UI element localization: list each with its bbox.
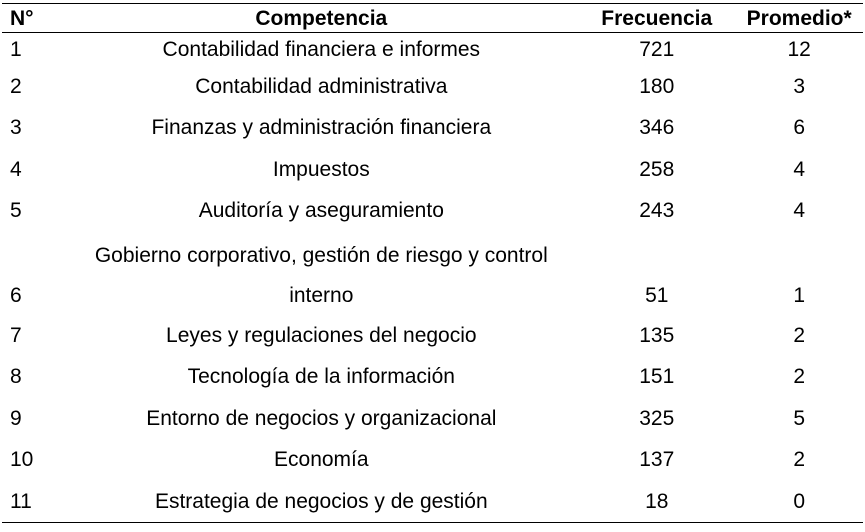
cell-frecuencia: 258 <box>639 157 675 181</box>
cell-promedio: 6 <box>793 116 806 140</box>
cell-num: 8 <box>10 365 22 389</box>
cell-competencia-line1: Gobierno corporativo, gestión de riesgo y control <box>94 243 548 267</box>
table-row <box>2 481 863 523</box>
cell-frecuencia: 18 <box>645 489 669 513</box>
competency-table <box>2 3 863 523</box>
cell-frecuencia: 180 <box>639 74 675 98</box>
cell-promedio: 4 <box>793 157 806 181</box>
cell-competencia: Finanzas y administración financiera <box>151 116 492 140</box>
cell-competencia: Contabilidad administrativa <box>195 74 448 98</box>
table-row <box>2 439 863 481</box>
cell-competencia: Impuestos <box>272 157 370 181</box>
cell-num: 7 <box>10 323 22 347</box>
cell-promedio: 2 <box>793 448 806 472</box>
cell-competencia: Tecnología de la información <box>187 365 455 389</box>
table-row <box>2 232 863 315</box>
cell-frecuencia: 137 <box>639 448 675 472</box>
cell-num: 10 <box>10 448 34 472</box>
cell-frecuencia: 135 <box>639 323 675 347</box>
table-row <box>2 33 863 66</box>
table-header-row <box>2 4 863 33</box>
cell-frecuencia: 51 <box>645 283 669 307</box>
cell-num: 1 <box>10 37 22 61</box>
cell-competencia: Entorno de negocios y organizacional <box>146 406 497 430</box>
cell-num: 11 <box>10 489 32 513</box>
cell-frecuencia: 346 <box>639 116 675 140</box>
cell-frecuencia: 243 <box>639 199 675 223</box>
cell-frecuencia: 151 <box>639 365 675 389</box>
cell-competencia-line2: interno <box>289 283 354 307</box>
cell-competencia <box>64 232 578 315</box>
cell-frecuencia: 721 <box>639 37 675 61</box>
cell-num: 2 <box>10 74 22 98</box>
cell-num: 5 <box>10 199 22 223</box>
cell-promedio: 4 <box>793 199 806 223</box>
table-row <box>2 66 863 108</box>
cell-num: 3 <box>10 116 22 140</box>
cell-frecuencia: 325 <box>639 406 675 430</box>
cell-num: 4 <box>10 157 22 181</box>
header-num: N° <box>10 6 34 30</box>
cell-competencia: Estrategia de negocios y de gestión <box>154 489 488 513</box>
header-frecuencia: Frecuencia <box>601 6 713 30</box>
cell-promedio: 3 <box>793 74 806 98</box>
table-row <box>2 315 863 357</box>
cell-promedio: 5 <box>793 406 806 430</box>
table-row <box>2 190 863 232</box>
cell-promedio: 1 <box>793 283 806 307</box>
cell-num: 9 <box>10 406 22 430</box>
cell-competencia: Auditoría y aseguramiento <box>198 199 444 223</box>
cell-competencia: Contabilidad financiera e informes <box>162 37 481 61</box>
table-row <box>2 107 863 149</box>
table-row <box>2 398 863 440</box>
header-promedio: Promedio* <box>746 6 852 30</box>
header-competencia: Competencia <box>255 6 388 30</box>
cell-promedio: 2 <box>793 323 806 347</box>
table-row <box>2 149 863 191</box>
cell-promedio: 0 <box>793 489 806 513</box>
cell-promedio: 2 <box>793 365 806 389</box>
table-row <box>2 356 863 398</box>
cell-competencia: Economía <box>274 448 369 472</box>
cell-promedio: 12 <box>787 37 811 61</box>
cell-competencia: Leyes y regulaciones del negocio <box>166 323 477 347</box>
cell-num: 6 <box>10 283 22 307</box>
